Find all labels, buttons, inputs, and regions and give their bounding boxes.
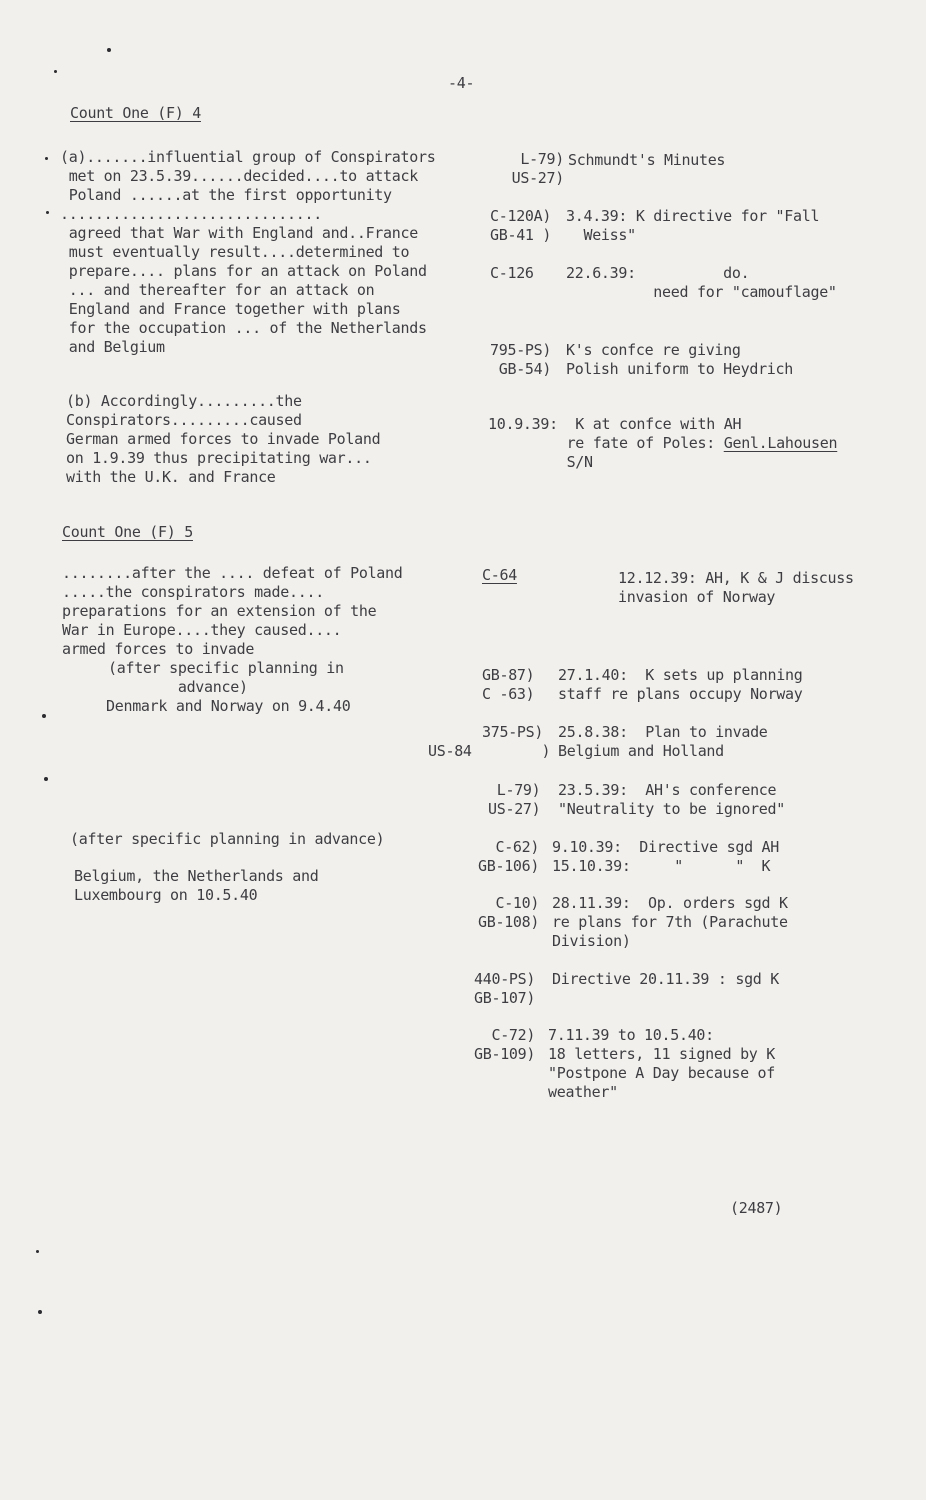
ref-code	[428, 723, 543, 742]
paragraph-f5-belgium: Belgium, the Netherlands and Luxembourg on 10.5.40	[74, 867, 319, 904]
paragraph-f5-planning: (after specific planning in advance)	[108, 659, 344, 696]
scan-speck	[45, 157, 48, 160]
ref-code: GB-87) C -63)	[482, 666, 535, 703]
ref-text: Schmundt's Minutes	[568, 151, 726, 169]
ref-text: 23.5.39: AH's conference "Neutrality to be ignored"	[558, 781, 786, 818]
ref-text: 9.10.39: Directive sgd AH 15.10.39: " " K	[552, 838, 780, 875]
ref-code: L-79) US-27)	[511, 150, 564, 187]
ref-code: C-64	[482, 566, 517, 584]
ref-text	[488, 415, 837, 472]
ref-code: 440-PS) GB-107)	[474, 970, 536, 1007]
scan-speck	[44, 777, 48, 781]
ref-text: 7.11.39 to 10.5.40: 18 letters, 11 signed by K "Postpone A Day because of weather"	[548, 1026, 776, 1101]
ref-code: C-120A) GB-41 )	[490, 207, 552, 244]
ref-code-line: 375-PS)	[482, 723, 544, 741]
ref-code: L-79) US-27)	[488, 781, 541, 818]
paragraph-f5-denmark-norway: Denmark and Norway on 9.4.40	[106, 697, 351, 715]
section-heading-f5: Count One (F) 5	[62, 523, 193, 541]
ref-text-part: 10.9.39: K at confce with AH re fate of Poles:	[488, 415, 742, 452]
ref-text: Directive 20.11.39 : sgd K	[552, 970, 780, 988]
scan-speck	[36, 1250, 39, 1253]
ref-code: 795-PS) GB-54)	[490, 341, 552, 378]
ref-text: 12.12.39: AH, K & J discuss invasion of Norway	[618, 569, 854, 606]
paragraph-f5-planning-2: (after specific planning in advance)	[70, 830, 385, 848]
scan-speck	[38, 1310, 42, 1314]
ref-text: 28.11.39: Op. orders sgd K re plans for 7th (Parachute Division)	[552, 894, 788, 950]
scan-speck	[42, 714, 46, 718]
ref-text: 25.8.38: Plan to invade Belgium and Holland	[558, 723, 768, 760]
ref-code: US-84 )	[428, 742, 551, 760]
ref-code: C-72) GB-109)	[474, 1026, 536, 1063]
ref-text: 27.1.40: K sets up planning staff re plans occupy Norway	[558, 666, 803, 703]
document-number: (2487)	[730, 1199, 783, 1217]
ref-text: 3.4.39: K directive for "Fall Weiss"	[566, 207, 820, 244]
ref-code: C-126	[490, 264, 534, 282]
page-number: -4-	[448, 74, 475, 92]
ref-code: C-10) GB-108)	[478, 894, 540, 931]
ref-witness-name: Genl.Lahousen	[723, 434, 838, 452]
scan-speck	[54, 70, 57, 73]
paragraph-b: (b) Accordingly.........the Conspirators.........caused German armed forces to invade Poland on 1.9.39 thus precipitating war... with the U.K. and France	[66, 392, 381, 486]
ref-text-part: S/N	[566, 453, 593, 471]
paragraph-a: (a).......influential group of Conspirators met on 23.5.39......decided....to attack Poland ......at the first opportunity	[60, 148, 436, 204]
paragraph-a-continued: .............................. agreed that War with England and..France must eventually result....determined to prepare.... plans for an attack on Poland ... and thereafter for an attack on England and France together with plans for the occupation ... of the Netherlands and Belgium	[60, 205, 427, 356]
scan-speck	[46, 211, 49, 214]
ref-code: C-62) GB-106)	[478, 838, 540, 875]
ref-text: K's confce re giving Polish uniform to Heydrich	[566, 341, 794, 378]
ref-text: 22.6.39: do. need for "camouflage"	[566, 264, 837, 301]
scan-speck	[107, 48, 111, 52]
paragraph-f5-intro: ........after the .... defeat of Poland .....the conspirators made.... preparations for an extension of the War in Europe....they caused.... armed forces to invade	[62, 564, 403, 658]
section-heading-f4: Count One (F) 4	[70, 104, 201, 122]
